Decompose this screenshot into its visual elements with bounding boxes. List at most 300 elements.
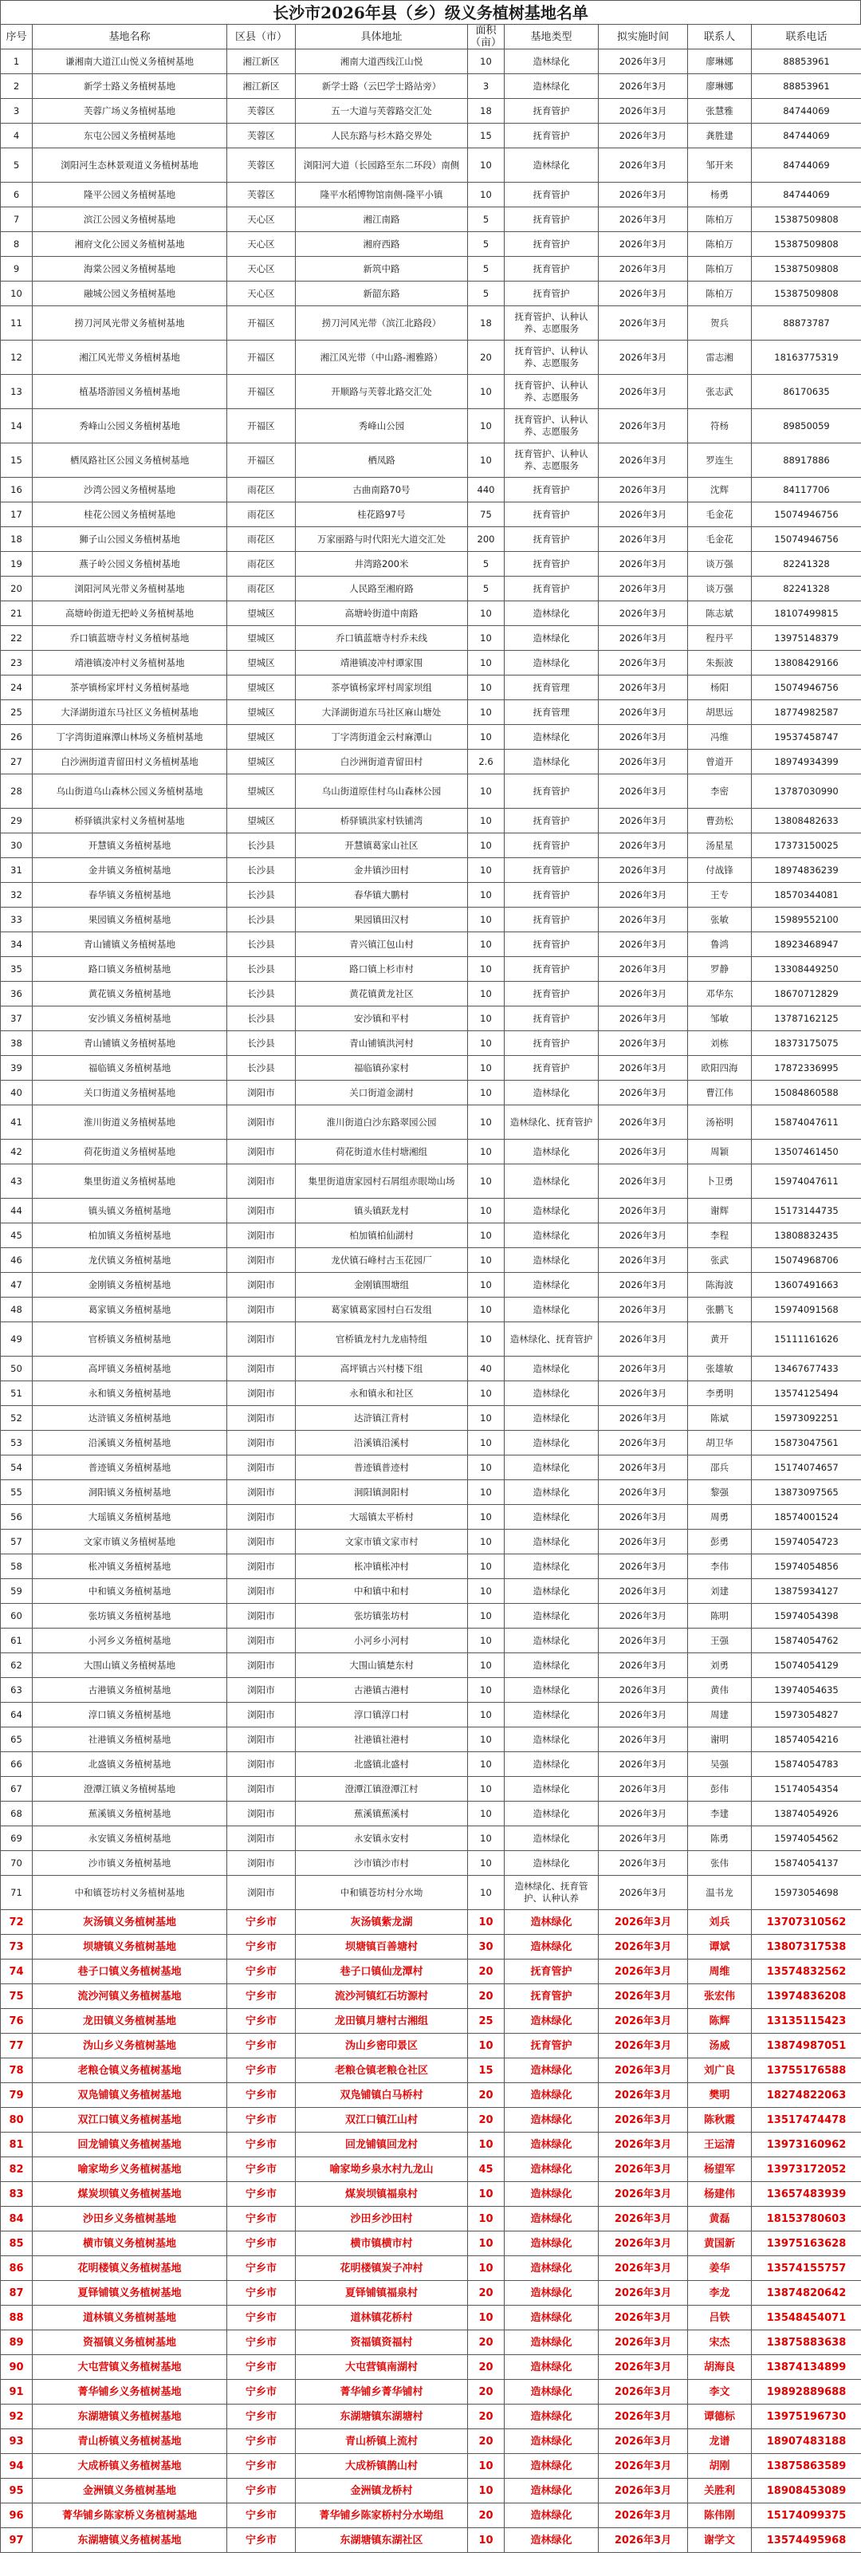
cell-phone: 15387509808 <box>752 207 861 232</box>
cell-address: 张坊镇张坊村 <box>296 1604 468 1629</box>
cell-address: 古港镇古港村 <box>296 1678 468 1703</box>
cell-no: 19 <box>1 552 33 577</box>
cell-area: 10 <box>468 1629 505 1653</box>
cell-name: 东湖塘镇义务植树基地 <box>33 2405 227 2429</box>
cell-type: 抚育管护 <box>505 1031 599 1056</box>
cell-no: 74 <box>1 1960 33 1984</box>
cell-no: 21 <box>1 601 33 626</box>
cell-area: 10 <box>468 1604 505 1629</box>
cell-no: 69 <box>1 1826 33 1851</box>
cell-contact: 李文 <box>688 2380 752 2405</box>
cell-area: 10 <box>468 1579 505 1604</box>
table-row <box>1 2133 861 2157</box>
cell-district: 浏阳市 <box>227 1777 296 1802</box>
cell-contact: 陈志斌 <box>688 601 752 626</box>
cell-address: 文家市镇文家市村 <box>296 1530 468 1554</box>
cell-address: 乔口镇蓝塘寺村乔未线 <box>296 626 468 651</box>
cell-area: 10 <box>468 1006 505 1031</box>
cell-time: 2026年3月 <box>599 1406 688 1431</box>
cell-district: 开福区 <box>227 375 296 409</box>
cell-address: 小河乡小河村 <box>296 1629 468 1653</box>
cell-district: 浏阳市 <box>227 1678 296 1703</box>
cell-name: 栖凤路社区公园义务植树基地 <box>33 443 227 478</box>
cell-time: 2026年3月 <box>599 2330 688 2355</box>
cell-time: 2026年3月 <box>599 99 688 124</box>
cell-contact: 王运清 <box>688 2133 752 2157</box>
cell-no: 41 <box>1 1105 33 1140</box>
cell-phone: 13975148379 <box>752 626 861 651</box>
cell-area: 10 <box>468 982 505 1006</box>
cell-district: 芙蓉区 <box>227 183 296 207</box>
cell-phone: 13308449250 <box>752 957 861 982</box>
table-row <box>1 1826 861 1851</box>
cell-phone: 18974836239 <box>752 858 861 883</box>
cell-district: 长沙县 <box>227 957 296 982</box>
cell-time: 2026年3月 <box>599 1935 688 1960</box>
cell-address: 金井镇沙田村 <box>296 858 468 883</box>
cell-type: 造林绿化 <box>505 1678 599 1703</box>
cell-phone: 18907483188 <box>752 2429 861 2454</box>
cell-contact: 罗连生 <box>688 443 752 478</box>
cell-address: 大泽湖街道东马社区麻山塘处 <box>296 700 468 725</box>
cell-type: 抚育管护 <box>505 232 599 257</box>
header-time: 拟实施时间 <box>599 25 688 49</box>
cell-name: 桂花公园义务植树基地 <box>33 502 227 527</box>
cell-district: 开福区 <box>227 409 296 443</box>
cell-name: 大屯营镇义务植树基地 <box>33 2355 227 2380</box>
cell-contact: 欧阳四海 <box>688 1056 752 1081</box>
table-row <box>1 1298 861 1322</box>
table-row <box>1 1406 861 1431</box>
cell-phone: 18670712829 <box>752 982 861 1006</box>
cell-name: 大瑶镇义务植树基地 <box>33 1505 227 1530</box>
cell-no: 6 <box>1 183 33 207</box>
table-row <box>1 1727 861 1752</box>
cell-contact: 陈勇 <box>688 1826 752 1851</box>
cell-time: 2026年3月 <box>599 1777 688 1802</box>
table-row <box>1 232 861 257</box>
cell-name: 中和镇义务植树基地 <box>33 1579 227 1604</box>
cell-name: 龙伏镇义务植树基地 <box>33 1248 227 1273</box>
cell-district: 浏阳市 <box>227 1826 296 1851</box>
cell-area: 10 <box>468 601 505 626</box>
cell-area: 10 <box>468 409 505 443</box>
cell-time: 2026年3月 <box>599 2034 688 2058</box>
cell-address: 古曲南路70号 <box>296 478 468 502</box>
cell-time: 2026年3月 <box>599 443 688 478</box>
cell-no: 9 <box>1 257 33 282</box>
cell-contact: 廖琳娜 <box>688 49 752 74</box>
cell-district: 天心区 <box>227 282 296 306</box>
cell-type: 造林绿化 <box>505 2083 599 2108</box>
table-row <box>1 1530 861 1554</box>
cell-district: 宁乡市 <box>227 2108 296 2133</box>
cell-area: 10 <box>468 1727 505 1752</box>
table-row <box>1 2479 861 2503</box>
cell-phone: 84744069 <box>752 99 861 124</box>
cell-type: 造林绿化 <box>505 1431 599 1455</box>
cell-time: 2026年3月 <box>599 552 688 577</box>
cell-area: 10 <box>468 2207 505 2231</box>
cell-time: 2026年3月 <box>599 1703 688 1727</box>
cell-name: 高坪镇义务植树基地 <box>33 1357 227 1381</box>
cell-address: 柏加镇柏仙湖村 <box>296 1223 468 1248</box>
cell-contact: 姜华 <box>688 2256 752 2281</box>
cell-address: 普迹镇普迹村 <box>296 1455 468 1480</box>
cell-phone: 13808832435 <box>752 1223 861 1248</box>
cell-area: 10 <box>468 2454 505 2479</box>
cell-type: 造林绿化 <box>505 1727 599 1752</box>
cell-district: 长沙县 <box>227 883 296 908</box>
cell-time: 2026年3月 <box>599 809 688 833</box>
cell-contact: 温书龙 <box>688 1876 752 1910</box>
cell-name: 狮子山公园义务植树基地 <box>33 527 227 552</box>
cell-name: 谦湘南大道江山悦义务植树基地 <box>33 49 227 74</box>
cell-contact: 陈柏万 <box>688 232 752 257</box>
table-row <box>1 282 861 306</box>
cell-time: 2026年3月 <box>599 2503 688 2528</box>
cell-district: 望城区 <box>227 676 296 700</box>
cell-address: 菁华铺乡菁华铺村 <box>296 2380 468 2405</box>
table-row <box>1 750 861 774</box>
cell-contact: 张志武 <box>688 375 752 409</box>
cell-address: 湘江南路 <box>296 207 468 232</box>
cell-phone: 13975196730 <box>752 2405 861 2429</box>
cell-address: 蕉溪镇蕉溪村 <box>296 1802 468 1826</box>
cell-area: 10 <box>468 1431 505 1455</box>
table-row <box>1 2528 861 2553</box>
cell-phone: 13607491663 <box>752 1273 861 1298</box>
cell-area: 10 <box>468 2231 505 2256</box>
cell-phone: 13873097565 <box>752 1480 861 1505</box>
cell-address: 大屯营镇南湖村 <box>296 2355 468 2380</box>
cell-contact: 谢明 <box>688 1727 752 1752</box>
cell-name: 黄花镇义务植树基地 <box>33 982 227 1006</box>
table-row <box>1 2380 861 2405</box>
cell-time: 2026年3月 <box>599 2256 688 2281</box>
cell-type: 造林绿化 <box>505 1357 599 1381</box>
cell-phone: 13973172052 <box>752 2157 861 2182</box>
cell-time: 2026年3月 <box>599 1298 688 1322</box>
cell-name: 道林镇义务植树基地 <box>33 2306 227 2330</box>
cell-time: 2026年3月 <box>599 257 688 282</box>
cell-no: 66 <box>1 1752 33 1777</box>
cell-name: 桥驿镇洪家村义务植树基地 <box>33 809 227 833</box>
cell-type: 抚育管护、认种认养、志愿服务 <box>505 375 599 409</box>
cell-phone: 18974934399 <box>752 750 861 774</box>
cell-no: 82 <box>1 2157 33 2182</box>
cell-type: 造林绿化 <box>505 2405 599 2429</box>
cell-contact: 李伟 <box>688 1554 752 1579</box>
cell-type: 抚育管护 <box>505 1960 599 1984</box>
cell-contact: 刘兵 <box>688 1910 752 1935</box>
cell-phone: 15974054723 <box>752 1530 861 1554</box>
cell-contact: 谈万强 <box>688 552 752 577</box>
table-row <box>1 1455 861 1480</box>
cell-contact: 李建 <box>688 1802 752 1826</box>
cell-area: 10 <box>468 626 505 651</box>
cell-district: 望城区 <box>227 809 296 833</box>
cell-no: 65 <box>1 1727 33 1752</box>
cell-area: 10 <box>468 676 505 700</box>
cell-area: 10 <box>468 1322 505 1357</box>
cell-area: 10 <box>468 1105 505 1140</box>
cell-area: 20 <box>468 2503 505 2528</box>
cell-address: 双江口镇江山村 <box>296 2108 468 2133</box>
cell-contact: 刘建 <box>688 1579 752 1604</box>
cell-phone: 15974047611 <box>752 1164 861 1199</box>
cell-no: 12 <box>1 341 33 375</box>
cell-area: 10 <box>468 1910 505 1935</box>
cell-no: 16 <box>1 478 33 502</box>
cell-area: 10 <box>468 1298 505 1322</box>
table-row <box>1 2454 861 2479</box>
cell-name: 灰汤镇义务植树基地 <box>33 1910 227 1935</box>
table-row <box>1 1910 861 1935</box>
cell-contact: 张武 <box>688 1248 752 1273</box>
cell-district: 湘江新区 <box>227 74 296 99</box>
cell-time: 2026年3月 <box>599 1248 688 1273</box>
cell-time: 2026年3月 <box>599 725 688 750</box>
cell-contact: 汤星星 <box>688 833 752 858</box>
cell-phone: 19537458747 <box>752 725 861 750</box>
cell-district: 天心区 <box>227 257 296 282</box>
cell-district: 雨花区 <box>227 502 296 527</box>
cell-contact: 吴强 <box>688 1752 752 1777</box>
cell-area: 440 <box>468 478 505 502</box>
cell-address: 湘府西路 <box>296 232 468 257</box>
cell-time: 2026年3月 <box>599 1802 688 1826</box>
cell-contact: 周维 <box>688 1960 752 1984</box>
cell-phone: 15387509808 <box>752 232 861 257</box>
cell-no: 77 <box>1 2034 33 2058</box>
cell-contact: 龚胜建 <box>688 124 752 148</box>
cell-type: 抚育管护 <box>505 858 599 883</box>
table-row <box>1 2058 861 2083</box>
cell-district: 宁乡市 <box>227 1984 296 2009</box>
cell-time: 2026年3月 <box>599 2306 688 2330</box>
cell-type: 抚育管护、认种认养、志愿服务 <box>505 443 599 478</box>
cell-phone: 15973092251 <box>752 1406 861 1431</box>
table-row <box>1 1081 861 1105</box>
cell-no: 47 <box>1 1273 33 1298</box>
cell-address: 新筑中路 <box>296 257 468 282</box>
cell-time: 2026年3月 <box>599 1505 688 1530</box>
cell-address: 人民路至湘府路 <box>296 577 468 601</box>
cell-name: 果园镇义务植树基地 <box>33 908 227 932</box>
cell-phone: 13875934127 <box>752 1579 861 1604</box>
table-row <box>1 651 861 676</box>
table-row <box>1 2207 861 2231</box>
cell-contact: 冯维 <box>688 725 752 750</box>
cell-phone: 13974054635 <box>752 1678 861 1703</box>
cell-no: 34 <box>1 932 33 957</box>
cell-name: 浏阳河生态林景观道义务植树基地 <box>33 148 227 183</box>
cell-time: 2026年3月 <box>599 2083 688 2108</box>
cell-contact: 谭德标 <box>688 2405 752 2429</box>
cell-time: 2026年3月 <box>599 1876 688 1910</box>
cell-contact: 黄开 <box>688 1322 752 1357</box>
header-area: 面积（亩） <box>468 25 505 49</box>
table-row <box>1 982 861 1006</box>
table-row <box>1 1006 861 1031</box>
cell-time: 2026年3月 <box>599 1006 688 1031</box>
cell-time: 2026年3月 <box>599 1629 688 1653</box>
cell-district: 浏阳市 <box>227 1322 296 1357</box>
cell-no: 30 <box>1 833 33 858</box>
cell-district: 湘江新区 <box>227 49 296 74</box>
cell-type: 造林绿化 <box>505 2454 599 2479</box>
cell-address: 北盛镇北盛村 <box>296 1752 468 1777</box>
cell-name: 荷花街道义务植树基地 <box>33 1140 227 1164</box>
table-row <box>1 99 861 124</box>
cell-contact: 卜卫勇 <box>688 1164 752 1199</box>
cell-area: 3 <box>468 74 505 99</box>
cell-area: 20 <box>468 2405 505 2429</box>
cell-address: 煤炭坝镇福泉村 <box>296 2182 468 2207</box>
cell-phone: 15973054698 <box>752 1876 861 1910</box>
cell-type: 造林绿化 <box>505 2479 599 2503</box>
cell-contact: 谭斌 <box>688 1935 752 1960</box>
cell-name: 大围山镇义务植树基地 <box>33 1653 227 1678</box>
cell-phone: 13808482633 <box>752 809 861 833</box>
cell-address: 龙田镇月塘村古湘组 <box>296 2009 468 2034</box>
cell-no: 32 <box>1 883 33 908</box>
cell-address: 淮川街道白沙东路翠园公园 <box>296 1105 468 1140</box>
cell-phone: 15874054137 <box>752 1851 861 1876</box>
table-row <box>1 1431 861 1455</box>
cell-area: 5 <box>468 232 505 257</box>
cell-name: 澄潭江镇义务植树基地 <box>33 1777 227 1802</box>
cell-phone: 15974054856 <box>752 1554 861 1579</box>
cell-type: 造林绿化 <box>505 1298 599 1322</box>
cell-time: 2026年3月 <box>599 409 688 443</box>
cell-name: 新学士路义务植树基地 <box>33 74 227 99</box>
cell-phone: 89850059 <box>752 409 861 443</box>
cell-no: 78 <box>1 2058 33 2083</box>
cell-name: 老粮仓镇义务植树基地 <box>33 2058 227 2083</box>
cell-name: 巷子口镇义务植树基地 <box>33 1960 227 1984</box>
cell-district: 浏阳市 <box>227 1199 296 1223</box>
cell-name: 文家市镇义务植树基地 <box>33 1530 227 1554</box>
table-row <box>1 2009 861 2034</box>
cell-district: 浏阳市 <box>227 1653 296 1678</box>
cell-time: 2026年3月 <box>599 932 688 957</box>
cell-type: 造林绿化 <box>505 1455 599 1480</box>
cell-type: 造林绿化 <box>505 1140 599 1164</box>
cell-contact: 关胜利 <box>688 2479 752 2503</box>
cell-area: 10 <box>468 2182 505 2207</box>
cell-type: 造林绿化 <box>505 601 599 626</box>
cell-contact: 张鹏飞 <box>688 1298 752 1322</box>
cell-no: 87 <box>1 2281 33 2306</box>
cell-phone: 13874054926 <box>752 1802 861 1826</box>
cell-district: 宁乡市 <box>227 2231 296 2256</box>
cell-time: 2026年3月 <box>599 502 688 527</box>
cell-area: 10 <box>468 2479 505 2503</box>
cell-phone: 17872336995 <box>752 1056 861 1081</box>
cell-phone: 13657483939 <box>752 2182 861 2207</box>
table-row <box>1 2108 861 2133</box>
cell-district: 浏阳市 <box>227 1530 296 1554</box>
cell-district: 长沙县 <box>227 1056 296 1081</box>
cell-no: 64 <box>1 1703 33 1727</box>
cell-type: 造林绿化 <box>505 1164 599 1199</box>
cell-time: 2026年3月 <box>599 478 688 502</box>
cell-area: 20 <box>468 1984 505 2009</box>
cell-contact: 沈辉 <box>688 478 752 502</box>
table-row <box>1 2429 861 2454</box>
cell-type: 抚育管护 <box>505 502 599 527</box>
cell-area: 10 <box>468 1140 505 1164</box>
table-row <box>1 148 861 183</box>
cell-address: 路口镇上杉市村 <box>296 957 468 982</box>
cell-address: 夏铎铺镇福泉村 <box>296 2281 468 2306</box>
cell-time: 2026年3月 <box>599 2355 688 2380</box>
cell-no: 40 <box>1 1081 33 1105</box>
cell-phone: 13807317538 <box>752 1935 861 1960</box>
cell-type: 抚育管护 <box>505 183 599 207</box>
table-row <box>1 552 861 577</box>
cell-address: 集里街道唐家园村石屑组赤眼坳山场 <box>296 1164 468 1199</box>
cell-name: 双凫铺镇义务植树基地 <box>33 2083 227 2108</box>
cell-contact: 张雄敏 <box>688 1357 752 1381</box>
cell-contact: 谢学文 <box>688 2528 752 2553</box>
cell-area: 5 <box>468 257 505 282</box>
cell-district: 宁乡市 <box>227 2083 296 2108</box>
cell-contact: 陈海波 <box>688 1273 752 1298</box>
cell-contact: 陈明 <box>688 1604 752 1629</box>
cell-contact: 刘广良 <box>688 2058 752 2083</box>
cell-no: 76 <box>1 2009 33 2034</box>
cell-no: 62 <box>1 1653 33 1678</box>
cell-address: 大瑶镇太平桥村 <box>296 1505 468 1530</box>
cell-area: 10 <box>468 1876 505 1910</box>
cell-type: 造林绿化 <box>505 2503 599 2528</box>
cell-address: 道林镇花桥村 <box>296 2306 468 2330</box>
cell-area: 20 <box>468 341 505 375</box>
cell-no: 33 <box>1 908 33 932</box>
cell-name: 捞刀河风光带义务植树基地 <box>33 306 227 341</box>
cell-address: 福临镇孙家村 <box>296 1056 468 1081</box>
cell-type: 抚育管护 <box>505 1056 599 1081</box>
cell-area: 10 <box>468 1554 505 1579</box>
cell-name: 高塘岭街道无把岭义务植树基地 <box>33 601 227 626</box>
cell-area: 10 <box>468 774 505 809</box>
cell-district: 浏阳市 <box>227 1381 296 1406</box>
cell-name: 永和镇义务植树基地 <box>33 1381 227 1406</box>
cell-type: 造林绿化 <box>505 1653 599 1678</box>
table-row <box>1 1678 861 1703</box>
cell-contact: 龙谱 <box>688 2429 752 2454</box>
cell-area: 45 <box>468 2157 505 2182</box>
cell-address: 荷花街道水佳村塘湘组 <box>296 1140 468 1164</box>
cell-district: 宁乡市 <box>227 2256 296 2281</box>
cell-address: 回龙铺镇回龙村 <box>296 2133 468 2157</box>
cell-area: 10 <box>468 1678 505 1703</box>
cell-type: 抚育管护 <box>505 99 599 124</box>
cell-no: 81 <box>1 2133 33 2157</box>
cell-no: 46 <box>1 1248 33 1273</box>
cell-address: 中和镇苍坊村分水坳 <box>296 1876 468 1910</box>
cell-name: 沙市镇义务植树基地 <box>33 1851 227 1876</box>
table-row <box>1 1604 861 1629</box>
cell-time: 2026年3月 <box>599 1140 688 1164</box>
cell-no: 38 <box>1 1031 33 1056</box>
cell-phone: 18908453089 <box>752 2479 861 2503</box>
cell-no: 61 <box>1 1629 33 1653</box>
cell-time: 2026年3月 <box>599 1554 688 1579</box>
